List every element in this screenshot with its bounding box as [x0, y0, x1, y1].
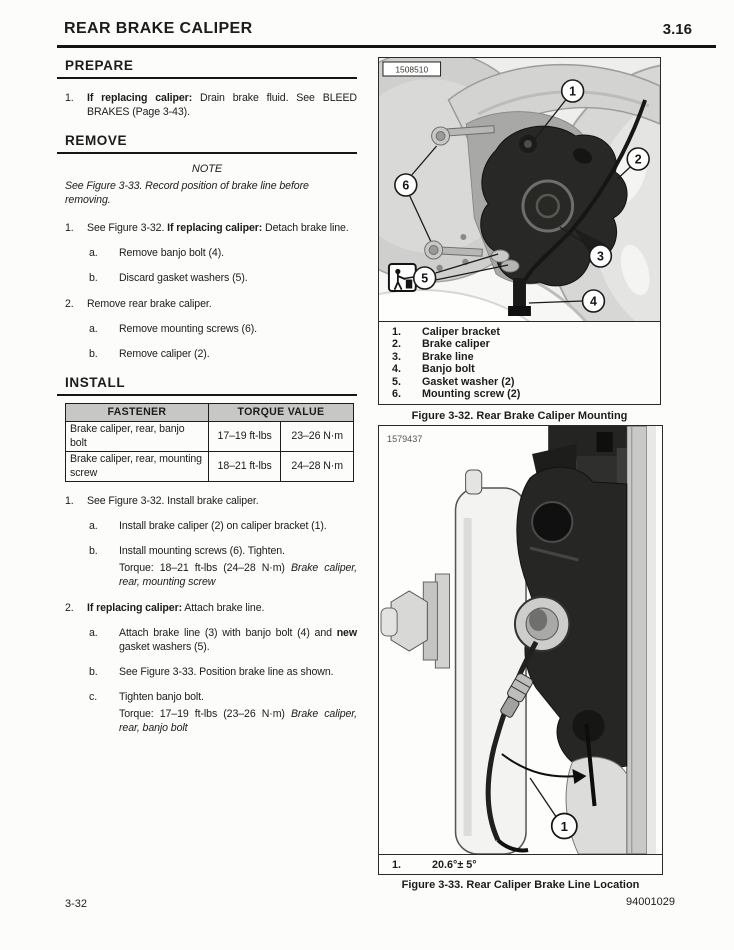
table-row — [66, 422, 354, 452]
table-row — [66, 452, 354, 482]
step-number: 1. — [65, 495, 74, 507]
legend-label: Banjo bolt — [422, 363, 475, 376]
figure-3-33-legend — [379, 854, 662, 874]
substep-letter: b. — [89, 666, 98, 678]
substep-text: Install brake caliper (2) on caliper bracket (1). — [119, 520, 327, 532]
legend-item — [392, 338, 656, 350]
svg-text:1: 1 — [560, 819, 568, 834]
legend-label: Gasket washer (2) — [422, 375, 515, 388]
banjo-fitting-art — [515, 597, 569, 651]
step-text — [87, 91, 357, 119]
step-text-pre: See Figure 3-32. — [87, 222, 168, 234]
nm-cell: 23–26 N·m — [281, 422, 354, 452]
torque-fastener-name: Brake caliper, rear, banjo bolt — [119, 708, 357, 734]
figure-3-32-legend — [378, 322, 661, 405]
callout-3 — [590, 245, 612, 267]
legend-item — [392, 326, 656, 338]
step-number: 1. — [65, 92, 74, 104]
substep-b — [89, 544, 357, 589]
dispose-properly-icon — [389, 264, 416, 291]
fastener-column-header: FASTENER — [66, 404, 209, 422]
substep-text: Tighten banjo bolt. — [119, 691, 204, 703]
substep-text: Discard gasket washers (5). — [119, 272, 248, 284]
substep-letter: a. — [89, 323, 98, 335]
substep-letter: a. — [89, 247, 98, 259]
legend-number: 5. — [392, 375, 402, 388]
substep-text: Remove caliper (2). — [119, 348, 210, 360]
disc-edge-strip — [627, 426, 656, 854]
figure-3-33 — [378, 425, 663, 891]
step-text: Remove rear brake caliper. — [87, 298, 212, 310]
remove-step-1 — [57, 221, 357, 285]
note-label: NOTE — [191, 163, 223, 175]
torque-value: Torque: 17–19 ft-lbs (23–26 N·m) — [119, 708, 291, 720]
nm-cell: 24–28 N·m — [281, 452, 354, 482]
legend-number: 4. — [392, 363, 402, 376]
photo-id: 1579437 — [387, 434, 423, 444]
legend-label: Brake caliper — [422, 338, 490, 351]
substep-a — [89, 626, 357, 654]
substep-letter: b. — [89, 348, 98, 360]
step-number: 2. — [65, 602, 74, 614]
callout-1 — [562, 80, 584, 102]
legend-number: 6. — [392, 388, 402, 401]
step-text — [87, 221, 357, 235]
substep-b — [89, 347, 357, 361]
substep-a — [89, 246, 357, 260]
svg-text:6: 6 — [402, 178, 410, 193]
substep-a — [89, 519, 357, 533]
table-header-row — [66, 404, 354, 422]
fastener-cell: Brake caliper, rear, banjo bolt — [66, 422, 209, 452]
note-text: See Figure 3-33. Record position of brake line before removing. — [65, 180, 309, 206]
torque-spec — [119, 561, 357, 589]
page-number: 3-32 — [65, 898, 88, 910]
figure-3-32-caption: Figure 3-32. Rear Brake Caliper Mounting — [411, 410, 628, 423]
step-number: 1. — [65, 222, 74, 234]
rear-caliper-mounting-illustration — [379, 58, 660, 321]
svg-text:3: 3 — [596, 249, 604, 264]
step-number: 2. — [65, 298, 74, 310]
legend-label: Mounting screw (2) — [422, 388, 521, 401]
legend-item — [392, 388, 656, 400]
torque-spec — [119, 707, 357, 735]
legend-label: Caliper bracket — [422, 326, 501, 338]
step-text — [87, 601, 357, 615]
ftlbs-cell: 17–19 ft-lbs — [208, 422, 280, 452]
callout-6 — [395, 174, 417, 196]
fastener-cell: Brake caliper, rear, mounting screw — [66, 452, 209, 482]
callout-4 — [583, 290, 605, 312]
substep-text: Remove banjo bolt (4). — [119, 247, 224, 259]
photo-id: 1508510 — [395, 64, 429, 75]
substep-text — [119, 626, 357, 654]
page-title: REAR BRAKE CALIPER — [64, 20, 253, 37]
substep-letter: b. — [89, 272, 98, 284]
figure-3-33-art — [379, 426, 662, 854]
step-text-bold: If replacing caliper: — [87, 602, 183, 614]
substep-text: Install mounting screws (6). Tighten. — [119, 545, 285, 557]
legend-number: 2. — [392, 338, 402, 351]
document-number: 94001029 — [626, 896, 675, 908]
photo-id-box — [383, 62, 441, 76]
figure-3-32 — [378, 57, 661, 422]
substep-letter: a. — [89, 627, 98, 639]
svg-text:5: 5 — [421, 271, 429, 286]
substep-text: Remove mounting screws (6). — [119, 323, 258, 335]
substep-a — [89, 322, 357, 336]
substep-letter: c. — [89, 691, 98, 703]
torque-table — [65, 403, 354, 482]
step-text-bold: If replacing caliper: — [167, 222, 263, 234]
step-text: See Figure 3-32. Install brake caliper. — [87, 495, 259, 507]
substep-c — [89, 690, 357, 735]
callout-5 — [414, 267, 436, 289]
step-text-bold: If replacing caliper: — [87, 92, 193, 104]
install-heading: INSTALL — [57, 375, 357, 396]
header-rule — [57, 45, 716, 48]
callout-2 — [627, 148, 649, 170]
procedure-column — [57, 58, 357, 735]
prepare-step-1 — [57, 91, 357, 119]
step-text-post: Detach brake line. — [262, 222, 349, 234]
brake-line-location-illustration — [379, 426, 662, 854]
frame-tube-art — [456, 470, 526, 854]
ftlbs-cell: 18–21 ft-lbs — [208, 452, 280, 482]
remove-step-2 — [57, 297, 357, 361]
torque-fastener-name: Brake caliper, rear, mounting screw — [119, 562, 357, 588]
svg-text:2: 2 — [634, 152, 642, 167]
figure-3-32-photo — [378, 57, 661, 322]
legend-value: 20.6°± 5° — [432, 858, 477, 871]
legend-item — [392, 363, 656, 375]
prepare-heading: PREPARE — [57, 58, 357, 79]
step-text-rest: Drain brake fluid. See BLEED BRAKES (Page 3-43). — [87, 92, 357, 118]
substep-letter: a. — [89, 520, 98, 532]
torque-value: Torque: 18–21 ft-lbs (24–28 N·m) — [119, 562, 291, 574]
install-step-2 — [57, 601, 357, 735]
section-number: 3.16 — [662, 21, 692, 38]
svg-text:4: 4 — [590, 294, 597, 309]
legend-item — [392, 351, 656, 363]
legend-number: 1. — [392, 326, 402, 338]
substep-letter: b. — [89, 545, 98, 557]
substep-text-pre: Attach brake line (3) with banjo bolt (4) and — [119, 627, 337, 639]
substep-text-bold: new — [336, 627, 357, 639]
substep-b — [89, 271, 357, 285]
torque-column-header: TORQUE VALUE — [208, 404, 353, 422]
remove-heading: REMOVE — [57, 133, 357, 154]
substep-text: See Figure 3-33. Position brake line as shown. — [119, 666, 334, 678]
legend-label: Brake line — [422, 350, 474, 363]
legend-number: 3. — [392, 350, 402, 363]
legend-item — [392, 376, 656, 388]
figure-3-33-caption: Figure 3-33. Rear Caliper Brake Line Location — [401, 879, 640, 891]
substep-b — [89, 665, 357, 679]
svg-text:1: 1 — [569, 84, 577, 99]
substep-text-post: gasket washers (5). — [119, 641, 210, 653]
legend-number: 1. — [392, 858, 402, 871]
step-text-post: Attach brake line. — [182, 602, 265, 614]
install-step-1 — [57, 494, 357, 589]
